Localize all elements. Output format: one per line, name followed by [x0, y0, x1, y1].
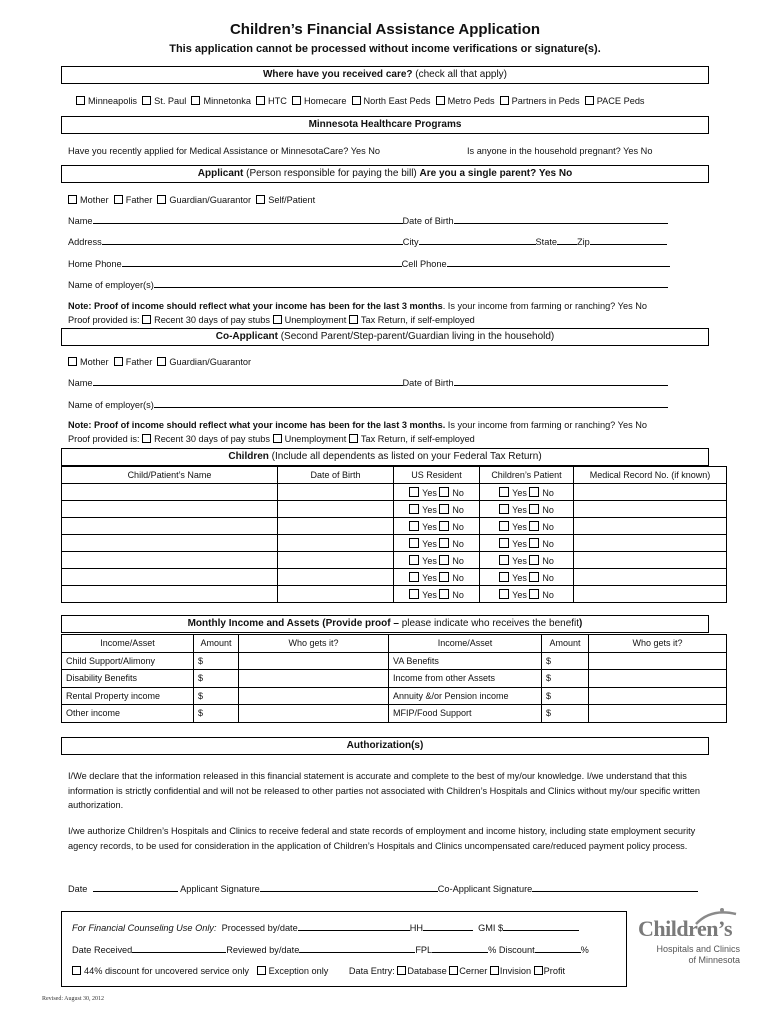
checkbox[interactable] [72, 966, 81, 975]
who-cell[interactable] [589, 652, 727, 670]
child-dob-cell[interactable] [278, 484, 394, 501]
child-dob-cell[interactable] [278, 552, 394, 569]
name-field[interactable] [93, 215, 403, 224]
care-option[interactable]: Homecare [292, 96, 346, 106]
child-name-cell[interactable] [62, 484, 278, 501]
patient-cell: Yes No [480, 484, 574, 501]
checkbox[interactable] [409, 521, 419, 531]
checkbox[interactable] [585, 96, 594, 105]
checkbox[interactable] [439, 572, 449, 582]
checkbox[interactable] [142, 96, 151, 105]
medical-record-cell[interactable] [574, 535, 727, 552]
us-resident-cell: Yes No [394, 586, 480, 603]
date-received-field[interactable] [132, 944, 226, 953]
amount-cell[interactable]: $ [542, 687, 589, 705]
col-income-asset: Income/Asset [62, 635, 194, 653]
cell-phone-field[interactable] [447, 258, 670, 267]
care-option[interactable]: Minneapolis [76, 96, 137, 106]
child-name-cell[interactable] [62, 552, 278, 569]
checkbox[interactable] [449, 966, 458, 975]
checkbox[interactable] [499, 504, 509, 514]
who-cell[interactable] [239, 687, 389, 705]
childrens-logo [636, 906, 742, 970]
child-dob-cell[interactable] [278, 535, 394, 552]
logo-wordmark: Children’s [638, 916, 733, 941]
table-row [62, 652, 727, 670]
checkbox[interactable] [157, 195, 166, 204]
applicant-signature-field[interactable] [260, 883, 438, 892]
checkbox[interactable] [352, 96, 361, 105]
checkbox[interactable] [349, 434, 358, 443]
checkbox[interactable] [273, 315, 282, 324]
who-cell[interactable] [239, 670, 389, 688]
checkbox[interactable] [397, 966, 406, 975]
table-row [62, 586, 727, 603]
checkbox[interactable] [439, 589, 449, 599]
checkbox[interactable] [529, 487, 539, 497]
checkbox[interactable] [529, 538, 539, 548]
amount-cell[interactable]: $ [194, 687, 239, 705]
checkbox[interactable] [500, 96, 509, 105]
checkbox[interactable] [256, 96, 265, 105]
medical-record-cell[interactable] [574, 569, 727, 586]
address-field[interactable] [102, 236, 403, 245]
authorization-consent: I/we authorize Children’s Hospitals and Clinics to receive federal and state records of employment and income history, including state employment security agency records, to be used for consideration in the application of Children’s Hospitals and Clinics uncompensated care/reduced payment policy process. [68, 826, 696, 851]
income-label: VA Benefits [389, 652, 542, 670]
applicant-phone-row: Home Phone Cell Phone [68, 258, 670, 270]
home-phone-field[interactable] [122, 258, 402, 267]
col-dob: Date of Birth [278, 467, 394, 484]
who-cell[interactable] [239, 705, 389, 723]
us-resident-cell: Yes No [394, 552, 480, 569]
zip-field[interactable] [590, 236, 667, 245]
care-option[interactable]: North East Peds [352, 96, 431, 106]
checkbox[interactable] [68, 357, 77, 366]
amount-cell[interactable]: $ [542, 652, 589, 670]
col-who: Who gets it? [239, 635, 389, 653]
processed-field[interactable] [298, 922, 410, 931]
city-field[interactable] [419, 236, 536, 245]
children-heading: Children (Include all dependents as listed on your Federal Tax Return) [61, 448, 709, 466]
amount-cell[interactable]: $ [194, 705, 239, 723]
signature-row: Date Applicant Signature Co-Applicant Signature [68, 883, 698, 895]
who-cell[interactable] [589, 670, 727, 688]
checkbox[interactable] [273, 434, 282, 443]
medical-record-cell[interactable] [574, 552, 727, 569]
state-field[interactable] [557, 236, 577, 245]
checkbox[interactable] [292, 96, 301, 105]
checkbox[interactable] [409, 487, 419, 497]
us-resident-cell: Yes No [394, 535, 480, 552]
table-header-row [62, 467, 727, 484]
applicant-heading: Applicant (Person responsible for paying the bill) Are you a single parent? Yes No [61, 165, 709, 183]
child-name-cell[interactable] [62, 501, 278, 518]
amount-cell[interactable]: $ [194, 652, 239, 670]
col-child-name: Child/Patient’s Name [62, 467, 278, 484]
care-option[interactable]: Partners in Peds [500, 96, 580, 106]
checkbox[interactable] [529, 589, 539, 599]
children-table [61, 466, 727, 603]
employer-field[interactable] [154, 399, 668, 408]
care-option[interactable]: PACE Peds [585, 96, 645, 106]
who-cell[interactable] [589, 705, 727, 723]
col-medical-record: Medical Record No. (if known) [574, 467, 727, 484]
checkbox[interactable] [76, 96, 85, 105]
medical-record-cell[interactable] [574, 586, 727, 603]
income-label: Income from other Assets [389, 670, 542, 688]
checkbox[interactable] [439, 521, 449, 531]
patient-cell: Yes No [480, 518, 574, 535]
checkbox[interactable] [439, 504, 449, 514]
office-row-2: Date Received Reviewed by/date FPL % Discount % [72, 945, 589, 955]
patient-cell: Yes No [480, 501, 574, 518]
income-table [61, 634, 727, 723]
applicant-name-row: Name Date of Birth [68, 215, 668, 227]
income-label: MFIP/Food Support [389, 705, 542, 723]
checkbox[interactable] [114, 357, 123, 366]
checkbox[interactable] [529, 572, 539, 582]
checkbox[interactable] [499, 487, 509, 497]
coapplicant-roles: Mother Father Guardian/Guarantor [68, 356, 251, 368]
income-label: Other income [62, 705, 194, 723]
office-use-box [61, 911, 627, 987]
checkbox[interactable] [529, 555, 539, 565]
coapplicant-signature-field[interactable] [532, 883, 698, 892]
who-cell[interactable] [589, 687, 727, 705]
income-label: Annuity &/or Pension income [389, 687, 542, 705]
applicant-income-note: Note: Proof of income should reflect what your income has been for the last 3 months. Is your income from farming or ranching? Yes No [68, 301, 647, 311]
revision-date: Revised: August 30, 2012 [42, 996, 105, 1002]
amount-cell[interactable]: $ [194, 670, 239, 688]
page-title: Children’s Financial Assistance Application [229, 21, 541, 38]
table-row [62, 687, 727, 705]
income-heading: Monthly Income and Assets (Provide proof – please indicate who receives the benefit) [61, 615, 709, 633]
hh-field[interactable] [423, 922, 473, 931]
mhp-question-pregnant: Is anyone in the household pregnant? Yes No [467, 146, 653, 156]
coapplicant-employer-row: Name of employer(s) [68, 399, 668, 411]
checkbox[interactable] [534, 966, 543, 975]
coapplicant-income-note: Note: Proof of income should reflect what your income has been for the last 3 months. Is your income from farming or ranching? Yes No [68, 420, 647, 430]
checkbox[interactable] [439, 487, 449, 497]
us-resident-cell: Yes No [394, 518, 480, 535]
table-row [62, 705, 727, 723]
checkbox[interactable] [409, 504, 419, 514]
checkbox[interactable] [499, 589, 509, 599]
discount-field[interactable] [535, 944, 581, 953]
checkbox[interactable] [349, 315, 358, 324]
checkbox[interactable] [499, 521, 509, 531]
child-name-cell[interactable] [62, 569, 278, 586]
office-row-1: For Financial Counseling Use Only: Processed by/date HH GMI $ [72, 922, 579, 934]
checkbox[interactable] [257, 966, 266, 975]
amount-cell[interactable]: $ [542, 670, 589, 688]
who-cell[interactable] [239, 652, 389, 670]
col-us-resident: US Resident [394, 467, 480, 484]
checkbox[interactable] [529, 504, 539, 514]
checkbox[interactable] [529, 521, 539, 531]
table-header-row [62, 635, 727, 653]
col-amount: Amount [194, 635, 239, 653]
checkbox[interactable] [142, 434, 151, 443]
income-label: Rental Property income [62, 687, 194, 705]
us-resident-cell: Yes No [394, 569, 480, 586]
mhp-question-applied: Have you recently applied for Medical Assistance or MinnesotaCare? Yes No [68, 146, 381, 156]
child-name-cell[interactable] [62, 535, 278, 552]
checkbox[interactable] [439, 538, 449, 548]
reviewed-field[interactable] [299, 944, 415, 953]
care-option[interactable]: HTC [256, 96, 287, 106]
checkbox[interactable] [490, 966, 499, 975]
checkbox[interactable] [409, 555, 419, 565]
fpl-field[interactable] [432, 944, 488, 953]
patient-cell: Yes No [480, 552, 574, 569]
care-heading: Where have you received care? (check all that apply) [61, 66, 709, 84]
checkbox[interactable] [409, 538, 419, 548]
applicant-proof-row: Proof provided is: Recent 30 days of pay stubs Unemployment Tax Return, if self-employed [68, 315, 475, 325]
gmi-field[interactable] [503, 922, 579, 931]
table-row [62, 569, 727, 586]
checkbox[interactable] [499, 572, 509, 582]
table-row [62, 670, 727, 688]
applicant-roles: Mother Father Guardian/Guarantor Self/Patient [68, 194, 315, 206]
dob-field[interactable] [454, 215, 668, 224]
name-field[interactable] [93, 377, 403, 386]
income-label: Disability Benefits [62, 670, 194, 688]
table-row [62, 535, 727, 552]
child-dob-cell[interactable] [278, 586, 394, 603]
employer-field[interactable] [154, 279, 668, 288]
checkbox[interactable] [499, 538, 509, 548]
checkbox[interactable] [409, 572, 419, 582]
us-resident-cell: Yes No [394, 501, 480, 518]
date-field[interactable] [93, 883, 178, 892]
care-locations [76, 95, 645, 107]
checkbox[interactable] [157, 357, 166, 366]
table-row [62, 552, 727, 569]
dob-field[interactable] [454, 377, 668, 386]
care-option[interactable]: Minnetonka [191, 96, 251, 106]
col-income-asset: Income/Asset [389, 635, 542, 653]
checkbox[interactable] [191, 96, 200, 105]
coapplicant-name-row: Name Date of Birth [68, 377, 668, 389]
checkbox[interactable] [114, 195, 123, 204]
child-dob-cell[interactable] [278, 518, 394, 535]
checkbox[interactable] [256, 195, 265, 204]
table-row [62, 518, 727, 535]
patient-cell: Yes No [480, 569, 574, 586]
authorization-heading: Authorization(s) [61, 737, 709, 755]
patient-cell: Yes No [480, 586, 574, 603]
logo-subtitle: Hospitals and Clinics of Minnesota [656, 944, 740, 965]
patient-cell: Yes No [480, 535, 574, 552]
medical-record-cell[interactable] [574, 484, 727, 501]
us-resident-cell: Yes No [394, 484, 480, 501]
child-dob-cell[interactable] [278, 569, 394, 586]
child-name-cell[interactable] [62, 518, 278, 535]
col-childrens-patient: Children’s Patient [480, 467, 574, 484]
care-option[interactable]: Metro Peds [436, 96, 495, 106]
table-row [62, 501, 727, 518]
authorization-declaration: I/We declare that the information released in this financial statement is accurate and complete to the best of my/our knowledge. I/we understand that this information is strictly confidential and will not be released to other parties not associated with Children’s Hospitals and Clinics without my/our specific written authorization. [68, 771, 701, 810]
medical-record-cell[interactable] [574, 501, 727, 518]
care-option[interactable]: St. Paul [142, 96, 186, 106]
col-amount: Amount [542, 635, 589, 653]
applicant-address-row: Address City State Zip [68, 236, 667, 248]
checkbox[interactable] [436, 96, 445, 105]
checkbox[interactable] [68, 195, 77, 204]
child-name-cell[interactable] [62, 586, 278, 603]
checkbox[interactable] [409, 589, 419, 599]
coapplicant-heading: Co-Applicant (Second Parent/Step-parent/Guardian living in the household) [61, 328, 709, 346]
coapplicant-proof-row: Proof provided is: Recent 30 days of pay stubs Unemployment Tax Return, if self-employed [68, 434, 475, 444]
applicant-employer-row: Name of employer(s) [68, 279, 668, 291]
checkbox[interactable] [439, 555, 449, 565]
page-subtitle: This application cannot be processed without income verifications or signature(s). [169, 43, 601, 55]
amount-cell[interactable]: $ [542, 705, 589, 723]
checkbox[interactable] [142, 315, 151, 324]
checkbox[interactable] [499, 555, 509, 565]
child-dob-cell[interactable] [278, 501, 394, 518]
table-row [62, 484, 727, 501]
income-label: Child Support/Alimony [62, 652, 194, 670]
col-who: Who gets it? [589, 635, 727, 653]
medical-record-cell[interactable] [574, 518, 727, 535]
mhp-heading: Minnesota Healthcare Programs [61, 116, 709, 134]
office-row-3: 44% discount for uncovered service only Exception only Data Entry: Database Cerner Invision Profit [72, 965, 565, 977]
